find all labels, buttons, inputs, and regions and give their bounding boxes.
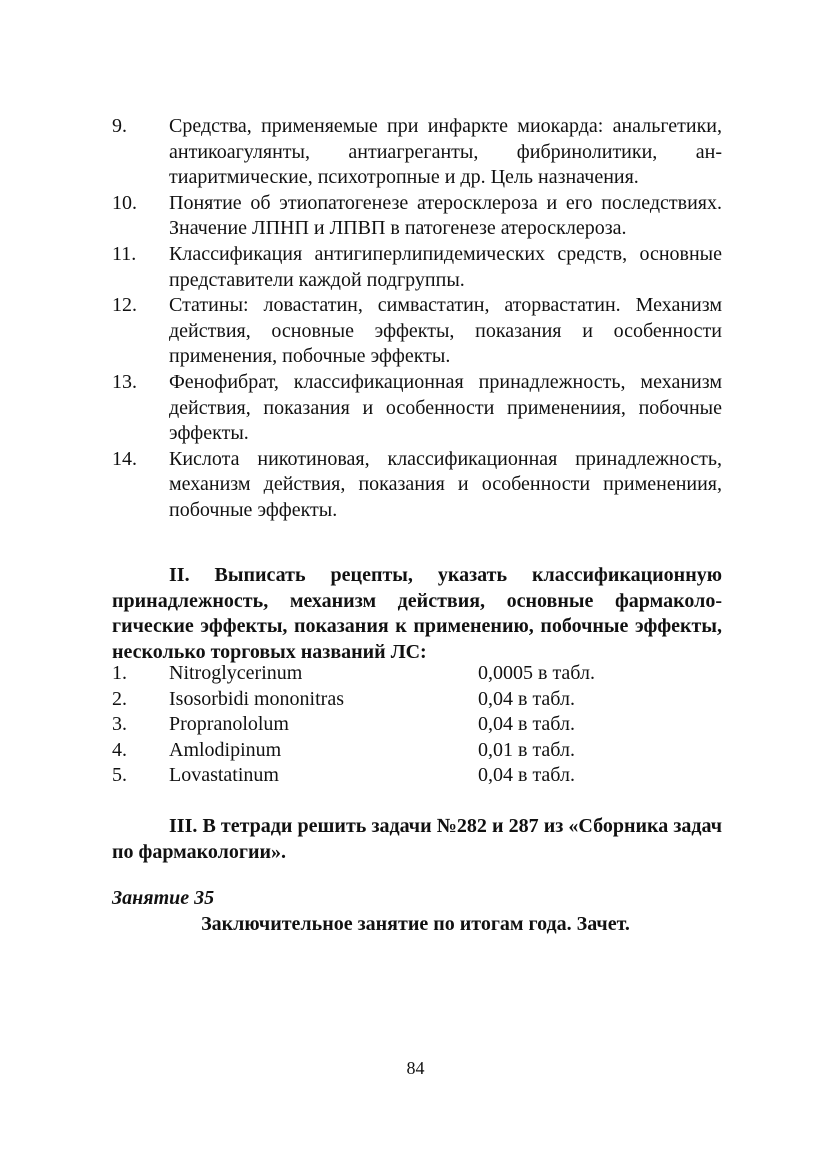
drug-name: Amlodipinum xyxy=(169,738,282,761)
list-item xyxy=(112,191,722,242)
drug-name: Lovastatinum xyxy=(169,764,279,787)
item-number: 14. xyxy=(112,447,137,470)
list-item xyxy=(112,242,722,293)
item-text: Классификация антигиперлипидемических средств, основные представители каждой подгруппы. xyxy=(169,242,722,291)
lesson-title: Заключительное занятие по итогам года. Зачет. xyxy=(201,913,630,935)
prescription-row xyxy=(112,738,722,764)
drug-dose: 0,04 в табл. xyxy=(478,764,575,787)
list-item xyxy=(112,447,722,524)
drug-dose: 0,04 в табл. xyxy=(478,687,575,710)
item-text: Понятие об этиопатогенезе атеросклероза и его последствиях. Значение ЛПНП и ЛПВП в патогенезе атеросклероза. xyxy=(169,191,722,240)
section-2-heading: II. Выписать рецепты, указать классификационную принадлежность, механизм действия, основные фармакологические эффекты, показания к применению, побочные эффекты, несколько торговых названий ЛС: xyxy=(112,564,722,663)
prescription-number: 2. xyxy=(112,687,127,710)
question-list xyxy=(112,114,722,524)
drug-name: Propranololum xyxy=(169,713,289,736)
item-number: 13. xyxy=(112,370,137,393)
drug-name: Nitroglycerinum xyxy=(169,662,303,684)
item-text: Средства, применяемые при инфаркте миокарда: анальгетики, антикоагулянты, антиагреганты, фибринолитики, антиаритмические, психотропные и др. Цель назначения. xyxy=(169,115,722,189)
item-text: Фенофибрат, классификационная принадлежность, механизм действия, показания и особенности применениия, побочные эффекты. xyxy=(169,370,722,445)
drug-dose: 0,0005 в табл. xyxy=(478,662,595,684)
drug-dose: 0,04 в табл. xyxy=(478,713,575,736)
list-item xyxy=(112,114,722,191)
prescription-row xyxy=(112,661,722,687)
item-text: Кислота никотиновая, классификационная принадлежность, механизм действия, показания и особенности применениия, побочные эффекты. xyxy=(169,447,722,521)
item-number: 12. xyxy=(112,294,137,317)
prescription-row xyxy=(112,687,722,713)
item-number: 10. xyxy=(112,191,137,214)
item-number: 11. xyxy=(112,242,137,265)
list-item xyxy=(112,370,722,447)
prescription-row xyxy=(112,763,722,789)
prescription-number: 1. xyxy=(112,662,127,684)
prescription-list xyxy=(112,661,722,789)
item-number: 9. xyxy=(112,115,127,137)
page-number: 84 xyxy=(406,1058,425,1078)
prescription-number: 3. xyxy=(112,713,127,736)
prescription-number: 4. xyxy=(112,738,127,761)
prescription-number: 5. xyxy=(112,764,127,787)
section-3-heading: III. В тетради решить задачи №282 и 287 из «Сборника задач по фармакологии». xyxy=(112,815,722,863)
lesson-label: Занятие 35 xyxy=(112,887,215,909)
list-item xyxy=(112,293,722,370)
drug-name: Isosorbidi mononitras xyxy=(169,687,344,710)
prescription-row xyxy=(112,712,722,738)
item-text: Статины: ловастатин, симвастатин, аторвастатин. Механизм действия, основные эффекты, показания и особенности применения, побочные эффекты. xyxy=(169,294,722,368)
drug-dose: 0,01 в табл. xyxy=(478,738,575,761)
